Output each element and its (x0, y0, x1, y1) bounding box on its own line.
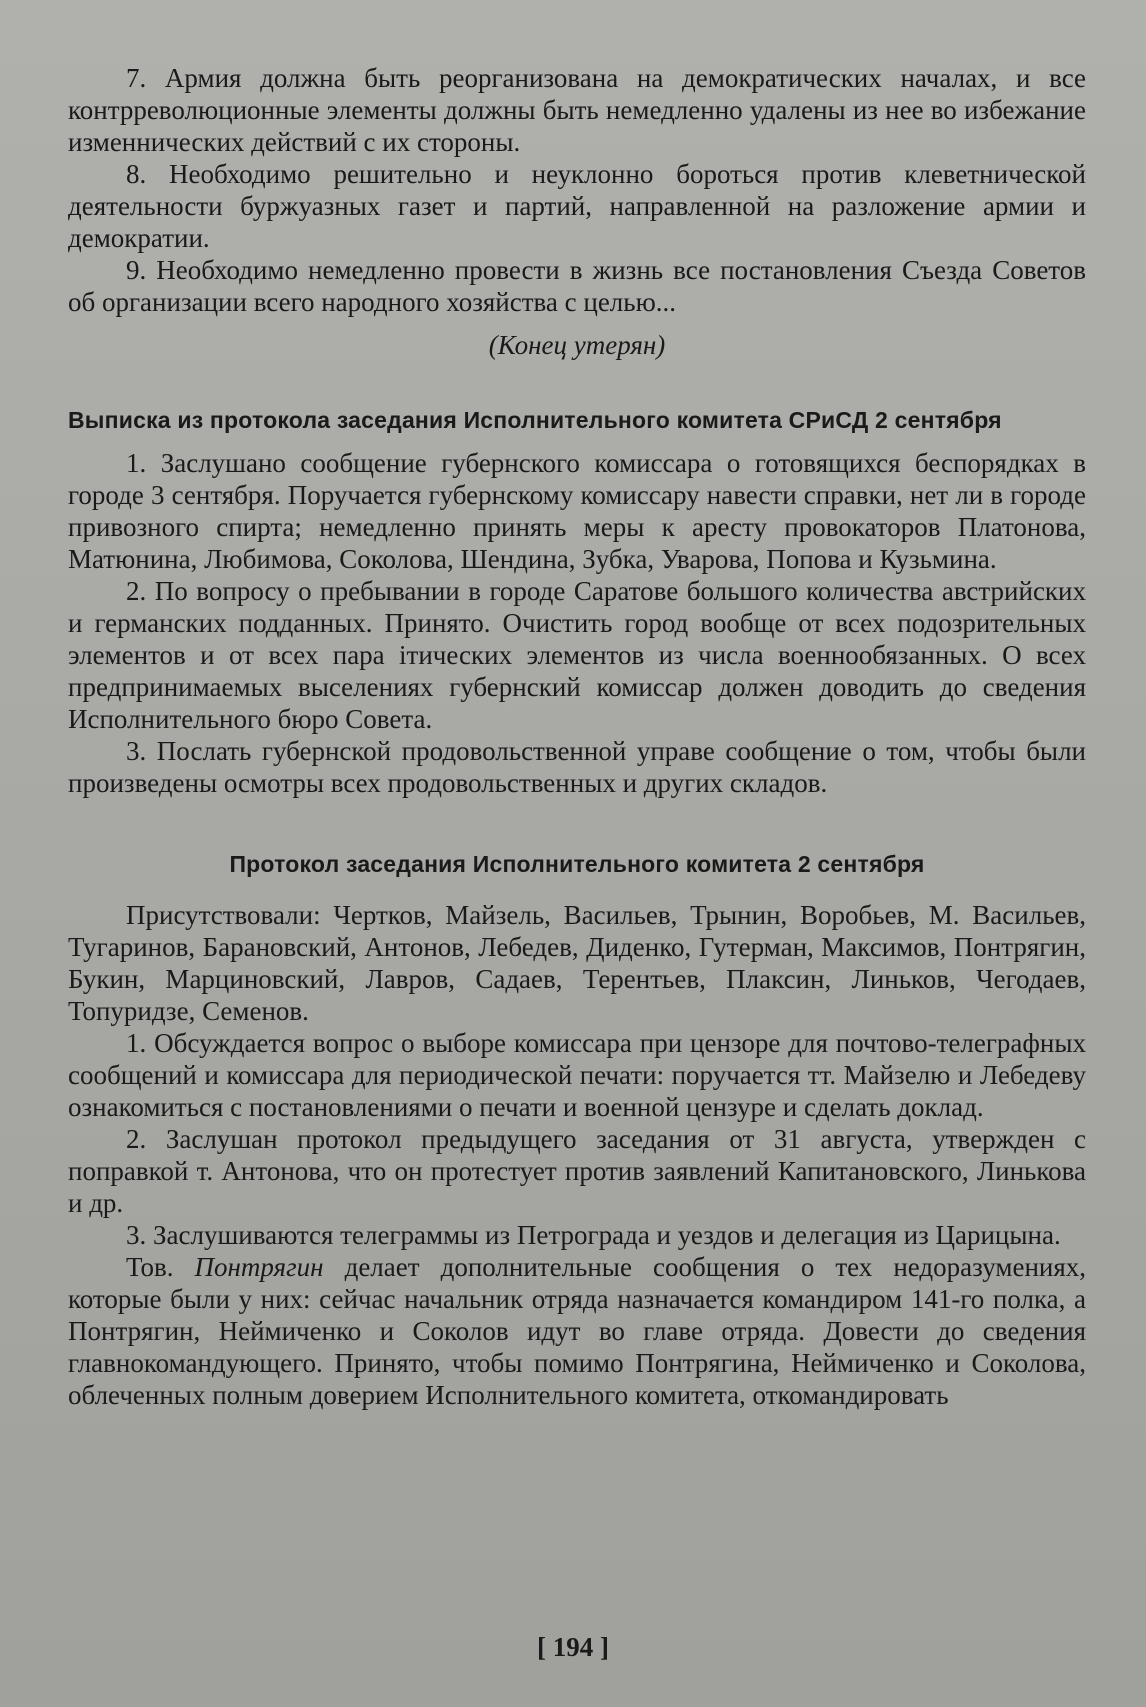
pontryagin-paragraph (68, 1251, 1086, 1411)
paragraph-item-9: 9. Необходимо немедленно провести в жизнь все постановления Съезда Советов об организации всего народного хозяйства с целью... (68, 255, 1086, 317)
extract-item-2: 2. По вопросу о пребывании в городе Саратове большого количества австрийских и германских подданных. Принято. Очистить город вообще от всех подозрительных элементов и от всех пара ітических элементов из числа военнообязанных. О всех предпринимаемых выселениях губернский комиссар должен доводить до сведения Исполнительного бюро Совета. (68, 576, 1086, 734)
protocol-body (68, 899, 1086, 1411)
extract-items (68, 447, 1086, 799)
paragraph-item-8: 8. Необходимо решительно и неуклонно бороться против клеветнической деятельности буржуазных газет и партий, направленной на разложение армии и демократии. (68, 159, 1086, 253)
page-number: [ 194 ] (537, 1632, 609, 1662)
top-continuation (68, 62, 1086, 361)
attendees-paragraph: Присутствовали: Чертков, Майзель, Васильев, Трынин, Воробьев, М. Васильев, Тугаринов, Барановский, Антонов, Лебедев, Диденко, Гутерман, Максимов, Понтрягин, Букин, Марциновский, Лавров, Садаев, Терентьев, Плаксин, Линьков, Чегодаев, Топуридзе, Семенов. (68, 900, 1086, 1026)
protocol-item-1: 1. Обсуждается вопрос о выборе комиссара при цензоре для почтово-телеграфных сообщений и комиссара для периодической печати: поручается тт. Майзелю и Лебедеву ознакомиться с постановлениями о печати и военной цензуре и сделать доклад. (68, 1028, 1086, 1122)
pontryagin-text: делает дополнительные сообщения о тех недоразумениях, которые были у них: сейчас начальник отряда назначается командиром 141-го полка, а Понтрягин, Неймиченко и Соколов идут во главе отряда. Довести до сведения главнокомандующего. Принято, чтобы помимо Понтрягина, Неймиченко и Соколова, облеченных полным доверием Исполнительного комитета, откомандировать (68, 1252, 1087, 1410)
protocol-item-2: 2. Заслушан протокол предыдущего заседания от 31 августа, утвержден с поправкой т. Антонова, что он протестует против заявлений Капитановского, Линькова и др. (68, 1124, 1086, 1218)
pontryagin-prefix: Тов. (126, 1252, 174, 1282)
paragraph-item-7: 7. Армия должна быть реорганизована на демократических началах, и все контрреволюционные элементы должны быть немедленно удалены из нее во избежание изменнических действий с их стороны. (68, 63, 1086, 157)
extract-heading: Выписка из протокола заседания Исполнительного комитета СРиСД 2 сентября (68, 407, 1002, 433)
extract-item-1: 1. Заслушано сообщение губернского комиссара о готовящихся беспорядках в городе 3 сентября. Поручается губернскому комиссару навести справки, нет ли в городе привозного спирта; немедленно принять меры к аресту провокаторов Платонова, Матюнина, Любимова, Соколова, Шендина, Зубка, Уварова, Попова и Кузьмина. (68, 448, 1086, 574)
lost-ending-note: (Конец утерян) (488, 330, 666, 360)
protocol-heading: Протокол заседания Исполнительного комитета 2 сентября (229, 851, 925, 877)
protocol-item-3: 3. Заслушиваются телеграммы из Петрограда и уездов и делегация из Царицына. (126, 1220, 1061, 1250)
pontryagin-name: Понтрягин (194, 1252, 324, 1282)
extract-item-3: 3. Послать губернской продовольственной управе сообщение о том, чтобы были произведены осмотры всех продовольственных и других складов. (68, 736, 1086, 798)
